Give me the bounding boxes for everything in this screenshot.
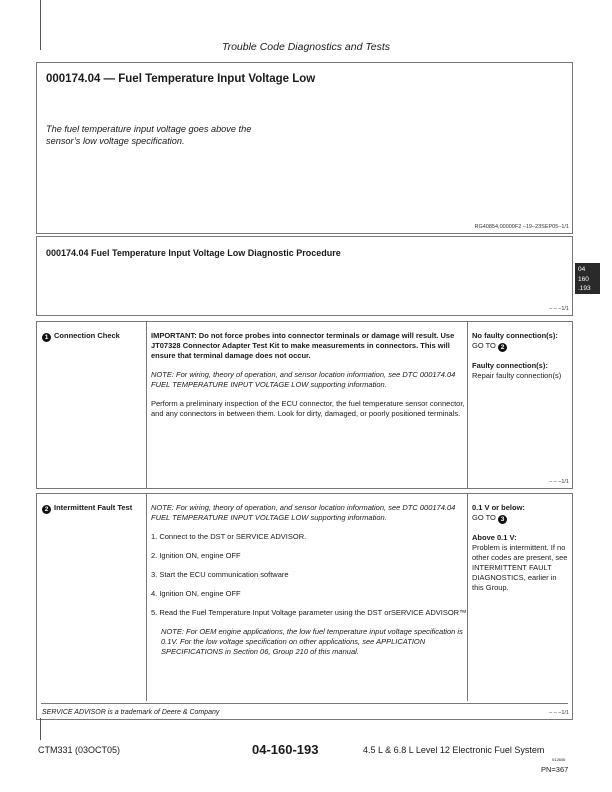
instruction-item: 4. Ignition ON, engine OFF — [151, 589, 241, 598]
step-number-badge: 1 — [42, 333, 51, 342]
section-header: Trouble Code Diagnostics and Tests — [221, 41, 391, 53]
step-title: Intermittent Fault Test — [54, 503, 133, 512]
step-instructions — [151, 331, 473, 419]
step-results — [472, 331, 568, 381]
instruction-item: 3. Start the ECU communication software — [151, 570, 289, 579]
dtc-title: 000174.04 — Fuel Temperature Input Voltage Low — [46, 73, 316, 85]
step-results — [472, 503, 568, 593]
note-text: NOTE: For wiring, theory of operation, and sensor location information, see DTC 000174.04 FUEL TEMPERATURE INPUT VOLTAGE LOW supporting information. — [151, 370, 456, 389]
procedure-title-block — [36, 236, 573, 316]
manual-title: 4.5 L & 6.8 L Level 12 Electronic Fuel System — [363, 745, 545, 755]
goto-link[interactable] — [472, 341, 568, 352]
page-code: 04-160-193 — [252, 742, 319, 757]
footnote-rule — [41, 703, 568, 704]
goto-text: GO TO — [472, 341, 496, 350]
trademark-footnote: SERVICE ADVISOR is a trademark of Deere & Company — [42, 709, 220, 716]
section-tab-line1: 04 — [578, 266, 586, 273]
instruction-text: Perform a preliminary inspection of the ECU connector, the fuel temperature sensor connector, and any connectors in between them. Look for dirty, damaged, or poorly positioned terminals. — [151, 399, 465, 418]
step-title: Connection Check — [54, 331, 120, 340]
procedure-title: 000174.04 Fuel Temperature Input Voltage Low Diagnostic Procedure — [46, 248, 341, 258]
step-intermittent-fault-test — [36, 493, 573, 720]
step-label — [42, 331, 120, 342]
result-heading: 0.1 V or below: — [472, 503, 525, 512]
dtc-description-line2: sensor’s low voltage specification. — [46, 136, 185, 146]
section-tab-line2: 160 — [578, 275, 589, 283]
margin-rule-bottom — [40, 718, 41, 740]
column-divider — [146, 494, 147, 701]
result-heading: No faulty connection(s): — [472, 331, 558, 340]
step-connection-check — [36, 321, 573, 489]
manual-id: CTM331 (03OCT05) — [38, 745, 121, 755]
page-counter: – – –1/1 — [549, 479, 569, 485]
step-instructions — [151, 503, 473, 657]
column-divider — [146, 322, 147, 488]
goto-step-badge: 3 — [498, 515, 507, 524]
print-date: 012606 — [552, 757, 566, 762]
page-number: PN=367 — [541, 765, 569, 774]
result-heading: Above 0.1 V: — [472, 533, 517, 542]
goto-text: GO TO — [472, 513, 496, 522]
step-label — [42, 503, 132, 514]
important-notice: IMPORTANT: Do not force probes into connector terminals or damage will result. Use JT07328 Connector Adapter Test Kit to make measurements in connectors. This will ensure that terminal damage does not occur. — [151, 331, 455, 360]
section-tab-line3: .193 — [578, 285, 591, 292]
oem-note: NOTE: For OEM engine applications, the low fuel temperature input voltage specification is 0.1V. For the low voltage specification on other applications, see APPLICATION SPECIFICATIONS in Section 06, Group 210 of this manual. — [161, 627, 463, 656]
dtc-description-line1: The fuel temperature input voltage goes above the — [46, 124, 252, 134]
dtc-description — [46, 123, 346, 147]
instruction-item: 2. Ignition ON, engine OFF — [151, 551, 241, 560]
result-text: Problem is intermittent. If no other codes are present, see INTERMITTENT FAULT DIAGNOSTICS, earlier in this Group. — [472, 543, 568, 592]
instruction-item: 1. Connect to the DST or SERVICE ADVISOR. — [151, 532, 307, 541]
note-text: NOTE: For wiring, theory of operation, and sensor location information, see DTC 000174.04 FUEL TEMPERATURE INPUT VOLTAGE LOW supporting information. — [151, 503, 456, 522]
instruction-item: 5. Read the Fuel Temperature Input Voltage parameter using the DST orSERVICE ADVISOR™ — [151, 608, 467, 617]
document-reference: RG40854,00000F2 –19–23SEP05–1/1 — [474, 224, 569, 230]
step-number-badge: 2 — [42, 505, 51, 514]
goto-link[interactable] — [472, 513, 568, 524]
dtc-summary-block — [36, 62, 573, 234]
section-tab — [575, 263, 600, 294]
page-counter: – – –1/1 — [549, 710, 569, 716]
result-text: Repair faulty connection(s) — [472, 371, 562, 380]
result-heading: Faulty connection(s): — [472, 361, 548, 370]
page-counter: – – –1/1 — [549, 306, 569, 312]
goto-step-badge: 2 — [498, 343, 507, 352]
